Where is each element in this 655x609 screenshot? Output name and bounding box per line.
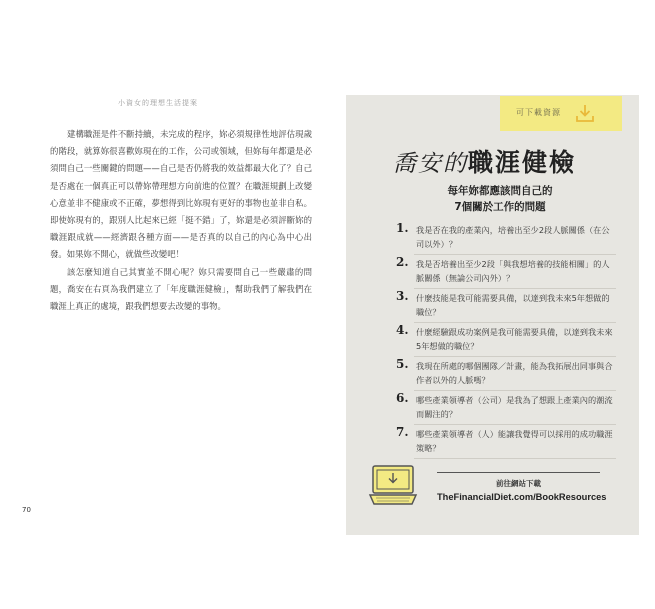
- question-text: 什麼經驗跟成功案例是我可能需要具備，以達到我未來5年想做的職位？: [416, 327, 613, 351]
- download-tag-label: 可下載資源: [516, 108, 561, 117]
- answer-line: [414, 458, 616, 459]
- running-head: 小資女的理想生活提案: [118, 99, 198, 107]
- download-icon: [574, 103, 596, 125]
- question-number: 5.: [396, 357, 409, 371]
- question-text: 我現在所處的哪個團隊／計畫，能為我拓展出同事與合作者以外的人脈嗎？: [416, 361, 613, 385]
- divider: [437, 472, 600, 473]
- answer-line: [414, 356, 616, 357]
- question-item: [396, 425, 616, 462]
- download-caption: 前往網站下載: [496, 479, 541, 488]
- laptop-download-icon: [368, 464, 418, 508]
- question-text: 哪些產業領導者（人）能讓我覺得可以採用的成功職涯策略？: [416, 429, 613, 453]
- subtitle-line: 7個關於工作的問題: [454, 201, 546, 213]
- question-text: 哪些產業領導者（公司）是我為了想跟上產業內的潮流而關注的？: [416, 395, 613, 419]
- question-item: [396, 391, 616, 428]
- subtitle-line: 每年妳都應該問自己的: [447, 185, 553, 197]
- question-item: [396, 323, 616, 360]
- answer-line: [414, 254, 616, 255]
- answer-line: [414, 322, 616, 323]
- body-text: [50, 126, 312, 315]
- question-number: 7.: [396, 425, 409, 439]
- question-item: [396, 255, 616, 292]
- card-title: [393, 143, 576, 179]
- title-owner: 喬安的: [393, 151, 468, 177]
- question-item: [396, 221, 616, 258]
- question-number: 3.: [396, 289, 409, 303]
- question-list: [396, 221, 616, 462]
- question-text: 我是否培養出至少2段「與我想培養的技能相關」的人脈關係（無論公司內外）？: [416, 259, 610, 283]
- card-subtitle: [400, 183, 600, 215]
- question-item: [396, 357, 616, 394]
- body-paragraph: 該怎麼知道自己其實並不開心呢？妳只需要問自己一些嚴肅的問題，喬安在右頁為我們建立了「年度職涯健檢」，幫助我們了解我們在職涯上真正的處境，跟我們想要去改變的事物。: [50, 266, 312, 312]
- question-text: 什麼技能是我可能需要具備，以達到我未來5年想做的職位？: [416, 293, 610, 317]
- question-number: 2.: [396, 255, 409, 269]
- question-number: 1.: [396, 221, 409, 235]
- question-number: 4.: [396, 323, 409, 337]
- download-link-block: [437, 472, 607, 502]
- title-main: 職涯健檢: [468, 148, 577, 177]
- question-text: 我是否在我的產業內，培養出至少2段人脈關係（在公司以外）？: [416, 225, 610, 249]
- body-paragraph: 建構職涯是件不斷持續，未完成的程序，妳必須規律性地評估現歲的階段，就算妳很喜歡妳現在的工作，公司或領域，但妳每年都還是必須問自己一些關鍵的問題——自己是否仍將我的效益都最大化了？自己是否處在一個真正可以帶妳帶理想方向前進的位置？在職涯規劃上改變心意並非不健康或不正確，夢想得到比妳現有更好的事物也並非自私。即使妳現有的，跟別人比起來已經「挺不錯」了，妳還是必須評斷妳的職涯跟成就——經濟跟各種方面——是否真的以自己的內心為中心出發。如果妳不開心，就做些改變吧！: [50, 129, 312, 260]
- answer-line: [414, 390, 616, 391]
- question-item: [396, 289, 616, 326]
- question-number: 6.: [396, 391, 409, 405]
- resource-url-link[interactable]: TheFinancialDiet.com/BookResources: [437, 492, 607, 502]
- page-number: 70: [22, 506, 31, 514]
- answer-line: [414, 288, 616, 289]
- answer-line: [414, 424, 616, 425]
- download-resource-tag[interactable]: [500, 96, 622, 131]
